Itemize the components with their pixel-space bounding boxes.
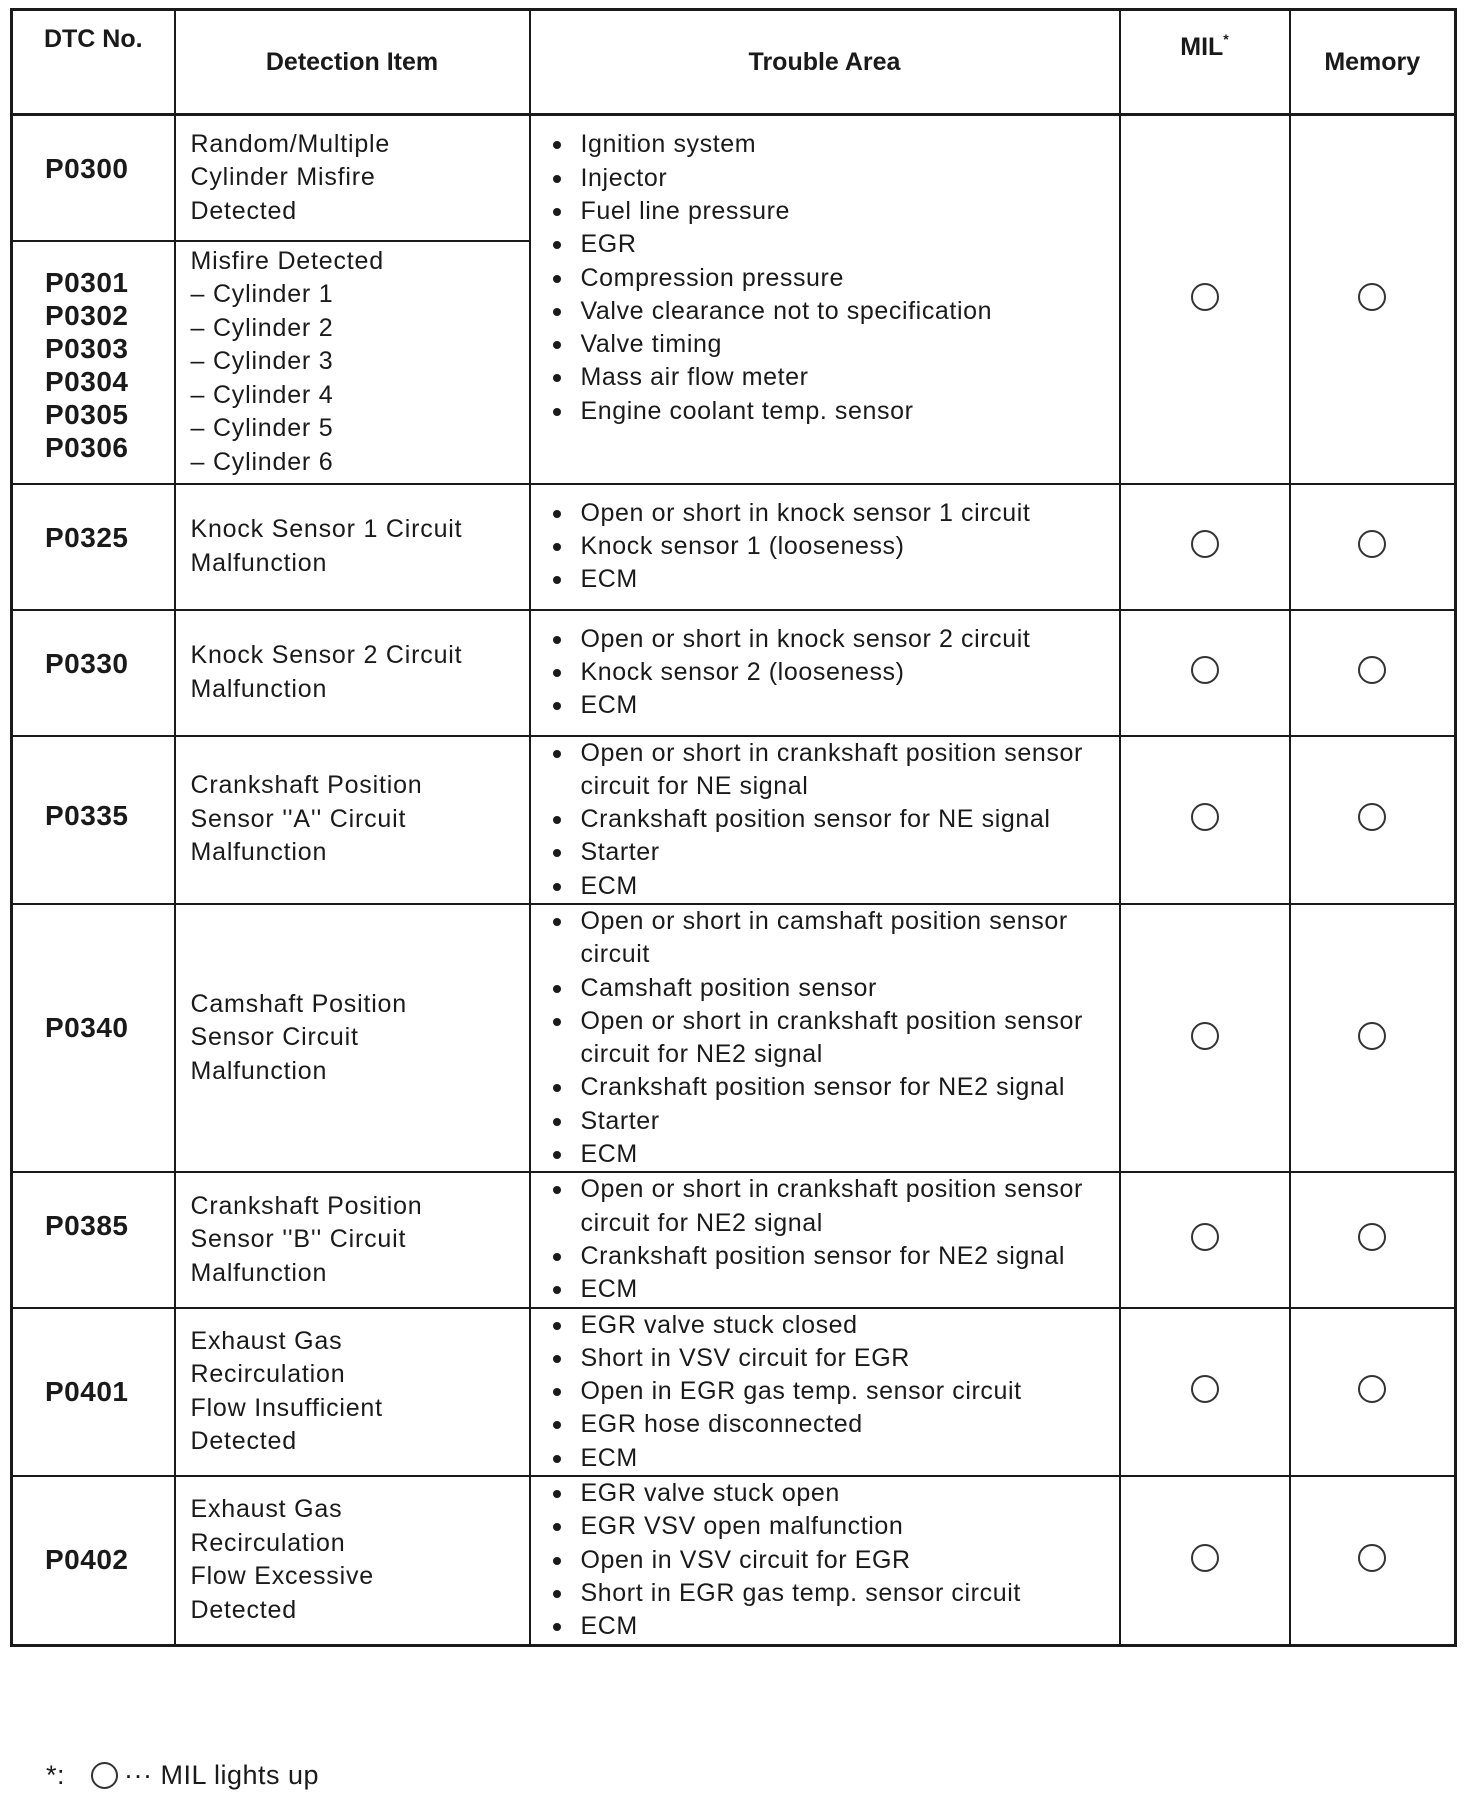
dtc-code: P0305 [45, 398, 129, 430]
mil-circle-icon [1191, 1544, 1219, 1572]
detection-item-line: – Cylinder 3 [190, 347, 334, 376]
detection-item-cell [175, 484, 530, 610]
mil-cell [1120, 115, 1290, 484]
footnote-mark: *: [46, 1760, 66, 1790]
detection-item-line: Random/Multiple [190, 129, 391, 158]
mil-circle-icon [1191, 803, 1219, 831]
trouble-area-item: Open in VSV circuit for EGR [549, 1544, 1119, 1577]
trouble-area-item: Valve clearance not to specification [549, 295, 1119, 328]
memory-cell [1290, 610, 1456, 736]
detection-item-line: Detected [190, 1595, 297, 1624]
dtc-cell [12, 736, 175, 904]
trouble-area-item: ECM [549, 1138, 1119, 1171]
dtc-code: P0301 [45, 266, 129, 298]
header-detection-item: Detection Item [175, 10, 530, 115]
mil-circle-icon [1191, 656, 1219, 684]
dtc-code: P0385 [45, 1210, 129, 1242]
mil-cell [1120, 904, 1290, 1172]
detection-item-line: Knock Sensor 2 Circuit [190, 641, 463, 669]
trouble-area-item: Starter [549, 836, 1119, 869]
detection-item-line: Crankshaft Position [190, 771, 423, 800]
dtc-cell [12, 1172, 175, 1307]
detection-item-line: Flow Insufficient [190, 1393, 383, 1422]
detection-item-line: Malfunction [190, 1258, 328, 1287]
trouble-area-cell [530, 1476, 1120, 1645]
detection-item-line: – Cylinder 5 [190, 414, 334, 443]
trouble-area-item: Crankshaft position sensor for NE2 signal [549, 1240, 1119, 1273]
table-body [12, 115, 1456, 1646]
dtc-cell [12, 904, 175, 1172]
table-row [12, 736, 1456, 904]
memory-circle-icon [1358, 1223, 1386, 1251]
trouble-area-item: Short in EGR gas temp. sensor circuit [549, 1577, 1119, 1610]
trouble-area-item: EGR hose disconnected [549, 1408, 1119, 1441]
dtc-code: P0325 [45, 521, 129, 553]
detection-item-line: Exhaust Gas [190, 1495, 343, 1524]
detection-item-line: Flow Excessive [190, 1562, 374, 1591]
trouble-area-cell [530, 904, 1120, 1172]
trouble-area-item: EGR VSV open malfunction [549, 1510, 1119, 1543]
detection-item-cell [175, 241, 530, 484]
detection-item-cell [175, 1172, 530, 1307]
header-trouble-area: Trouble Area [530, 10, 1120, 115]
mil-cell [1120, 484, 1290, 610]
trouble-area-item: Camshaft position sensor [549, 972, 1119, 1005]
trouble-area-item: ECM [549, 1442, 1119, 1475]
detection-item-cell [175, 736, 530, 904]
dtc-table [10, 8, 1457, 1647]
table-row [12, 904, 1456, 1172]
table-row [12, 1172, 1456, 1307]
detection-item-cell [175, 1308, 530, 1476]
mil-circle-icon [1191, 283, 1219, 311]
trouble-area-item: Engine coolant temp. sensor [549, 395, 1119, 428]
dtc-cell [12, 484, 175, 610]
mil-cell [1120, 1476, 1290, 1645]
trouble-area-cell [530, 610, 1120, 736]
memory-circle-icon [1358, 1375, 1386, 1403]
memory-cell [1290, 115, 1456, 484]
trouble-area-item: Open or short in crankshaft position sensor circuit for NE2 signal [549, 1005, 1119, 1072]
mil-circle-icon [1191, 1223, 1219, 1251]
detection-item-cell [175, 904, 530, 1172]
detection-item-line: Detected [190, 196, 297, 225]
detection-item-line: Cylinder Misfire [190, 163, 376, 191]
trouble-area-item: EGR valve stuck open [549, 1477, 1119, 1510]
detection-item-line: Recirculation [190, 1528, 346, 1557]
detection-item-line: Sensor Circuit [190, 1023, 359, 1052]
memory-cell [1290, 1476, 1456, 1645]
table-row [12, 484, 1456, 610]
dtc-cell [12, 610, 175, 736]
dtc-code: P0300 [45, 153, 129, 184]
trouble-area-list [549, 1477, 1119, 1643]
trouble-area-item: ECM [549, 1610, 1119, 1643]
table-row [12, 610, 1456, 736]
trouble-area-item: Open or short in knock sensor 2 circuit [549, 623, 1119, 656]
dtc-code: P0304 [45, 365, 129, 397]
header-mil-asterisk: * [1223, 31, 1229, 47]
detection-item-line: Camshaft Position [190, 989, 407, 1018]
mil-cell [1120, 736, 1290, 904]
trouble-area-item: Starter [549, 1105, 1119, 1138]
trouble-area-list [549, 128, 1119, 428]
table-row [12, 115, 1456, 241]
trouble-area-item: Knock sensor 1 (looseness) [549, 530, 1119, 563]
memory-cell [1290, 1308, 1456, 1476]
memory-cell [1290, 484, 1456, 610]
dtc-cell [12, 241, 175, 484]
trouble-area-item: Valve timing [549, 328, 1119, 361]
detection-item-cell [175, 1476, 530, 1645]
trouble-area-item: Ignition system [549, 128, 1119, 161]
detection-item-line: – Cylinder 2 [190, 313, 334, 342]
detection-item-cell [175, 115, 530, 241]
trouble-area-cell [530, 115, 1120, 484]
trouble-area-item: Open in EGR gas temp. sensor circuit [549, 1375, 1119, 1408]
dtc-cell [12, 115, 175, 241]
dtc-code: P0330 [45, 647, 129, 679]
detection-item-line: Detected [190, 1427, 297, 1456]
mil-cell [1120, 610, 1290, 736]
trouble-area-item: Crankshaft position sensor for NE signal [549, 803, 1119, 836]
trouble-area-item: ECM [549, 689, 1119, 722]
trouble-area-cell [530, 484, 1120, 610]
trouble-area-item: ECM [549, 1273, 1119, 1306]
mil-circle-icon [1191, 530, 1219, 558]
trouble-area-item: Open or short in crankshaft position sensor circuit for NE signal [549, 737, 1119, 804]
detection-item-cell [175, 610, 530, 736]
dtc-cell [12, 1476, 175, 1645]
trouble-area-list [549, 1173, 1119, 1306]
detection-item-line: Misfire Detected [190, 246, 384, 275]
trouble-area-item: Short in VSV circuit for EGR [549, 1342, 1119, 1375]
table-row [12, 1308, 1456, 1476]
memory-circle-icon [1358, 1544, 1386, 1572]
trouble-area-list [549, 1309, 1119, 1475]
dtc-code: P0340 [45, 1011, 129, 1043]
detection-item-line: – Cylinder 6 [190, 447, 334, 476]
trouble-area-item: Knock sensor 2 (looseness) [549, 656, 1119, 689]
memory-cell [1290, 1172, 1456, 1307]
dtc-code: P0401 [45, 1375, 129, 1407]
detection-item-line: Exhaust Gas [190, 1326, 343, 1355]
trouble-area-list [549, 737, 1119, 903]
circle-icon [91, 1762, 118, 1789]
table-header [12, 10, 1456, 115]
trouble-area-item: Fuel line pressure [549, 195, 1119, 228]
memory-circle-icon [1358, 283, 1386, 311]
trouble-area-cell [530, 1308, 1120, 1476]
header-memory: Memory [1290, 10, 1456, 115]
header-row [12, 10, 1456, 115]
trouble-area-item: ECM [549, 870, 1119, 903]
mil-circle-icon [1191, 1022, 1219, 1050]
trouble-area-item: Compression pressure [549, 262, 1119, 295]
trouble-area-list [549, 497, 1119, 597]
memory-circle-icon [1358, 530, 1386, 558]
trouble-area-item: Injector [549, 162, 1119, 195]
header-dtc-no: DTC No. [12, 10, 175, 115]
dtc-code: P0335 [45, 799, 129, 831]
trouble-area-item: Open or short in camshaft position sensor circuit [549, 905, 1119, 972]
footnote [46, 1760, 319, 1791]
mil-cell [1120, 1308, 1290, 1476]
trouble-area-list [549, 623, 1119, 723]
detection-item-line: – Cylinder 1 [190, 280, 334, 309]
trouble-area-item: ECM [549, 563, 1119, 596]
header-mil-label: MIL [1180, 33, 1224, 61]
dtc-code: P0303 [45, 332, 129, 364]
trouble-area-item: Open or short in knock sensor 1 circuit [549, 497, 1119, 530]
trouble-area-item: EGR [549, 228, 1119, 261]
detection-item-line: – Cylinder 4 [190, 380, 334, 409]
detection-item-line: Recirculation [190, 1360, 346, 1389]
mil-circle-icon [1191, 1375, 1219, 1403]
detection-item-line: Malfunction [190, 548, 328, 577]
detection-item-line: Crankshaft Position [190, 1191, 423, 1220]
memory-circle-icon [1358, 803, 1386, 831]
dtc-code: P0306 [45, 431, 129, 463]
table-row [12, 1476, 1456, 1645]
mil-cell [1120, 1172, 1290, 1307]
memory-circle-icon [1358, 1022, 1386, 1050]
footnote-text: ··· MIL lights up [124, 1760, 320, 1790]
detection-item-line: Knock Sensor 1 Circuit [190, 515, 463, 543]
trouble-area-item: Mass air flow meter [549, 361, 1119, 394]
trouble-area-cell [530, 736, 1120, 904]
memory-circle-icon [1358, 656, 1386, 684]
trouble-area-item: EGR valve stuck closed [549, 1309, 1119, 1342]
header-mil [1120, 10, 1290, 115]
dtc-code: P0302 [45, 299, 129, 331]
dtc-code: P0402 [45, 1544, 129, 1576]
trouble-area-list [549, 905, 1119, 1171]
memory-cell [1290, 904, 1456, 1172]
detection-item-line: Malfunction [190, 674, 328, 703]
detection-item-line: Malfunction [190, 838, 328, 867]
trouble-area-item: Crankshaft position sensor for NE2 signal [549, 1071, 1119, 1104]
trouble-area-cell [530, 1172, 1120, 1307]
detection-item-line: Sensor ''B'' Circuit [190, 1225, 407, 1254]
trouble-area-item: Open or short in crankshaft position sensor circuit for NE2 signal [549, 1173, 1119, 1240]
detection-item-line: Sensor ''A'' Circuit [190, 804, 407, 833]
dtc-cell [12, 1308, 175, 1476]
detection-item-line: Malfunction [190, 1056, 328, 1085]
memory-cell [1290, 736, 1456, 904]
